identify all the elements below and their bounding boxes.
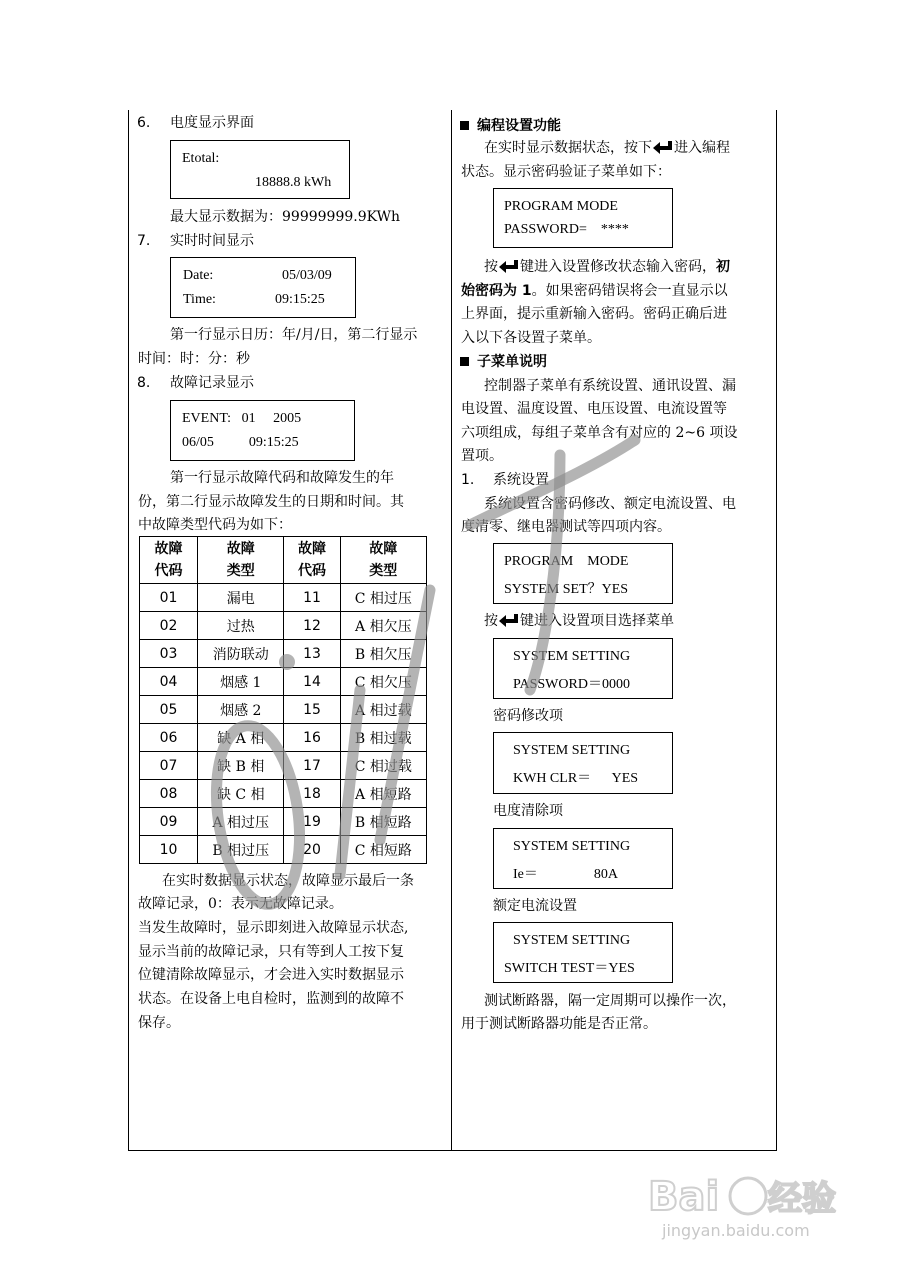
system-enter-text: 按 键进入设置项目选择菜单: [484, 613, 674, 629]
system-set-box: [493, 543, 673, 604]
table-row: 02 过热 12 A 相欠压: [140, 612, 427, 640]
system-para-line2: 度清零、继电器测试等四项内容。: [461, 519, 671, 535]
switch-test-line1: SYSTEM SETTING: [513, 933, 631, 948]
table-row: 08 缺 C 相 18 A 相短路: [140, 780, 427, 808]
section-8-title: 故障记录显示: [170, 375, 254, 391]
prog-para2-line2: 始密码为 1。如果密码错误将会一直显示以: [461, 283, 728, 299]
program-mode-line1: PROGRAM MODE: [504, 199, 618, 214]
fault-desc-line4: 显示当前的故障记录，只有等到人工按下复: [138, 944, 404, 960]
svg-text:经验: 经验: [768, 1179, 836, 1219]
svg-text:Bai: Bai: [648, 1174, 720, 1220]
submenu-para-line3: 六项组成，每组子菜单含有对应的 2~6 项设: [461, 425, 738, 441]
prog-para1-line2: 状态。显示密码验证子菜单如下：: [461, 164, 671, 180]
switch-test-box: [493, 922, 673, 983]
fault-desc-line6: 状态。在设备上电自检时，监测到的故障不: [138, 991, 404, 1007]
current-caption: 额定电流设置: [493, 898, 577, 914]
enter-key-icon: [498, 259, 520, 273]
section-6-title: 电度显示界面: [170, 115, 254, 131]
event-line1: EVENT: 01 2005: [182, 411, 302, 426]
prog-para2-line4: 入以下各设置子菜单。: [461, 330, 601, 346]
event-line2: 06/05 09:15:25: [182, 435, 299, 450]
square-bullet-icon: [460, 121, 469, 130]
kwh-clear-line2: KWH CLR＝ YES: [513, 771, 639, 786]
energy-label: Etotal:: [182, 151, 220, 166]
system-para-line1: 系统设置含密码修改、额定电流设置、电: [484, 496, 736, 512]
table-row: 10 B 相过压 20 C 相短路: [140, 836, 427, 864]
kwh-caption: 电度清除项: [493, 803, 563, 819]
column-divider: [451, 110, 452, 1151]
time-display-box: [170, 257, 356, 318]
energy-display-box: [170, 140, 350, 199]
fault-desc-line2: 故障记录，0：表示无故障记录。: [138, 896, 343, 912]
energy-value: 18888.8 kWh: [255, 175, 332, 190]
rated-current-line1: SYSTEM SETTING: [513, 839, 631, 854]
square-bullet-icon: [460, 357, 469, 366]
time-desc-line2: 时间：时：分：秒: [138, 351, 250, 367]
system-set-line1: PROGRAM MODE: [504, 554, 629, 569]
password-setting-line1: SYSTEM SETTING: [513, 649, 631, 664]
prog-para2-line3: 上界面，提示重新输入密码。密码正确后进: [461, 306, 727, 322]
system-section-number: 1.: [461, 472, 475, 488]
table-row: 03 消防联动 13 B 相欠压: [140, 640, 427, 668]
event-display-box: [170, 400, 355, 461]
baidu-logo: [648, 1168, 878, 1248]
header-fault-code-2: 故障 代码: [284, 537, 340, 584]
table-row: 09 A 相过压 19 B 相短路: [140, 808, 427, 836]
rated-current-line2: Ie＝ 80A: [513, 867, 618, 882]
enter-key-icon: [498, 613, 520, 627]
fault-code-table: [139, 536, 427, 864]
system-section-title: 系统设置: [493, 472, 549, 488]
password-setting-line2: PASSWORD＝0000: [513, 677, 630, 692]
header-fault-type: 故障 类型: [198, 537, 284, 584]
fault-desc-line7: 保存。: [138, 1015, 180, 1031]
prog-para2-line1: 按 键进入设置修改状态输入密码，初: [484, 259, 730, 275]
submenu-para-line2: 电设置、温度设置、电压设置、电流设置等: [461, 401, 727, 417]
date-label: Date:: [183, 268, 214, 283]
program-mode-box: [493, 188, 673, 248]
event-desc-line3: 中故障类型代码为如下：: [138, 517, 292, 533]
event-desc-line2: 份，第二行显示故障发生的日期和时间。其: [138, 494, 404, 510]
section-7-title: 实时时间显示: [170, 233, 254, 249]
fault-desc-line1: 在实时数据显示状态，故障显示最后一条: [162, 873, 414, 889]
switch-test-line2: SWITCH TEST＝YES: [504, 961, 635, 976]
time-value: 09:15:25: [275, 292, 325, 307]
event-desc-line1: 第一行显示故障代码和故障发生的年: [170, 470, 394, 486]
system-set-line2: SYSTEM SET？YES: [504, 582, 629, 597]
submenu-heading: 子菜单说明: [460, 353, 547, 371]
baidu-url: jingyan.baidu.com: [662, 1221, 810, 1240]
table-header-row: [140, 537, 427, 584]
submenu-para-line4: 置项。: [461, 448, 503, 464]
table-row: 01 漏电 11 C 相过压: [140, 584, 427, 612]
table-row: 06 缺 A 相 16 B 相过载: [140, 724, 427, 752]
section-6-number: 6.: [137, 115, 151, 131]
prog-para1-line1: 在实时显示数据状态，按下 进入编程: [484, 140, 730, 156]
header-fault-type-2: 故障 类型: [340, 537, 426, 584]
test-para-line2: 用于测试断路器功能是否正常。: [461, 1016, 657, 1032]
date-value: 05/03/09: [282, 268, 332, 283]
table-row: 05 烟感 2 15 A 相过载: [140, 696, 427, 724]
program-mode-line2: PASSWORD= ****: [504, 222, 629, 237]
section-7-number: 7.: [137, 233, 151, 249]
time-label: Time:: [183, 292, 216, 307]
section-8-number: 8.: [137, 375, 151, 391]
submenu-para-line1: 控制器子菜单有系统设置、通讯设置、漏: [484, 378, 736, 394]
password-caption: 密码修改项: [493, 708, 563, 724]
kwh-clear-line1: SYSTEM SETTING: [513, 743, 631, 758]
fault-desc-line3: 当发生故障时，显示即刻进入故障显示状态,: [138, 920, 409, 936]
header-fault-code: 故障 代码: [140, 537, 198, 584]
fault-desc-line5: 位键清除故障显示，才会进入实时数据显示: [138, 967, 404, 983]
programming-heading: 编程设置功能: [460, 117, 561, 135]
table-row: 07 缺 B 相 17 C 相过载: [140, 752, 427, 780]
test-para-line1: 测试断路器，隔一定周期可以操作一次，: [484, 993, 736, 1009]
rated-current-box: [493, 828, 673, 889]
kwh-clear-box: [493, 732, 673, 794]
max-display-text: 最大显示数据为：99999999.9KWh: [170, 209, 400, 225]
table-row: 04 烟感 1 14 C 相欠压: [140, 668, 427, 696]
time-desc-line1: 第一行显示日历：年/月/日，第二行显示: [170, 327, 418, 343]
enter-key-icon: [652, 140, 674, 154]
password-setting-box: [493, 638, 673, 699]
